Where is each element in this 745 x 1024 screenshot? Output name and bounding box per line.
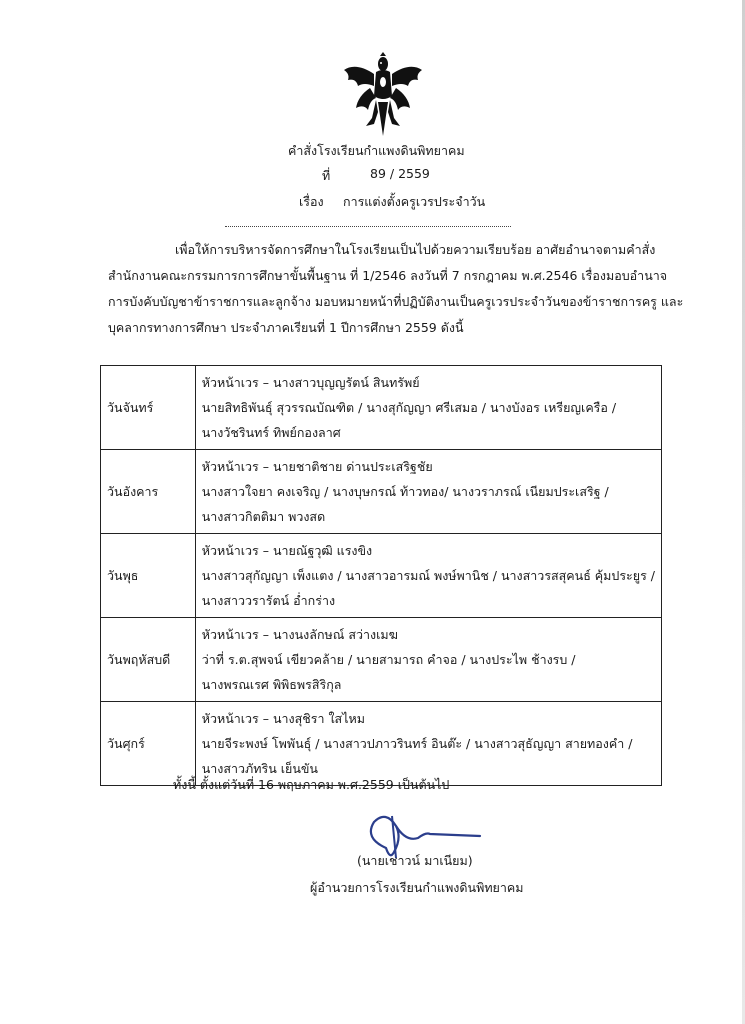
duty-members: นางสาวภัทริน เย็นขัน (201, 761, 318, 776)
duty-names-cell (195, 702, 661, 786)
day-cell: วันอังคาร (101, 450, 196, 534)
duty-head: หัวหน้าเวร – นางสาวบุญญรัตน์ สินทรัพย์ (201, 375, 420, 390)
duty-head: หัวหน้าเวร – นายชาติชาย ด่านประเสริฐชัย (201, 459, 433, 474)
day-cell: วันพุธ (101, 534, 196, 618)
paragraph-line-3: การบังคับบัญชาข้าราชการและลูกจ้าง มอบหมายหน้าที่ปฏิบัติงานเป็นครูเวรประจำวันของข้าราชการครู และ (108, 294, 684, 309)
table-row (101, 450, 662, 534)
order-number-value: 89 / 2559 (370, 166, 430, 181)
duty-members: นางวัชรินทร์ ทิพย์กองลาศ (201, 425, 341, 440)
duty-names-cell (195, 534, 661, 618)
effective-date: ทั้งนี้ ตั้งแต่วันที่ 16 พฤษภาคม พ.ศ.2559 เป็นต้นไป (173, 777, 450, 792)
duty-members: ว่าที่ ร.ต.สุพจน์ เขียวคล้าย / นายสามารถ คำจอ / นางประไพ ช้างรบ / (201, 652, 576, 667)
signer-name: (นายเชาวน์ มาเนียม) (357, 853, 473, 868)
duty-members: นางสาวสุกัญญา เพ็งแตง / นางสาวอารมณ์ พงษ์พานิช / นางสาวรสสุคนธ์ คุ้มประยูร / (201, 568, 655, 583)
subject-label: เรื่อง (299, 194, 324, 209)
day-cell: วันจันทร์ (101, 366, 196, 450)
paragraph-line-2: สำนักงานคณะกรรมการการศึกษาขั้นพื้นฐาน ที่ 1/2546 ลงวันที่ 7 กรกฎาคม พ.ศ.2546 เรื่องมอบอำนาจ (108, 268, 668, 283)
garuda-emblem-icon (336, 52, 430, 138)
duty-names-cell (195, 366, 661, 450)
day-cell: วันพฤหัสบดี (101, 618, 196, 702)
paragraph-line-1: เพื่อให้การบริหารจัดการศึกษาในโรงเรียนเป็นไปด้วยความเรียบร้อย อาศัยอำนาจตามคำสั่ง (175, 242, 656, 257)
table-row (101, 618, 662, 702)
duty-head: หัวหน้าเวร – นายณัฐวุฒิ แรงขิง (201, 543, 373, 558)
day-cell: วันศุกร์ (101, 702, 196, 786)
paragraph-line-4: บุคลากรทางการศึกษา ประจำภาคเรียนที่ 1 ปีการศึกษา 2559 ดังนี้ (108, 320, 464, 335)
duty-names-cell (195, 450, 661, 534)
subject-text: การแต่งตั้งครูเวรประจำวัน (343, 194, 486, 209)
table-row (101, 366, 662, 450)
signer-position: ผู้อำนวยการโรงเรียนกำแพงดินพิทยาคม (310, 880, 524, 895)
duty-members: นางพรณเรศ พิพิธพรสิริกุล (201, 677, 342, 692)
duty-head: หัวหน้าเวร – นางนงลักษณ์ สว่างเมฆ (201, 627, 398, 642)
duty-members: นางสาวกิตติมา พวงสด (201, 509, 326, 524)
duty-head: หัวหน้าเวร – นางสุชิรา ใสไหม (201, 711, 365, 726)
order-number-label: ที่ (322, 168, 331, 183)
table-row (101, 702, 662, 786)
duty-members: นายสิทธิพันธุ์ สุวรรณบัณฑิต / นางสุกัญญา ศรีเสมอ / นางบังอร เหรียญเครือ / (201, 400, 617, 415)
duty-members: นายจีระพงษ์ โพพันธุ์ / นางสาวปภาวรินทร์ อินต๊ะ / นางสาวสุธัญญา สายทองคำ / (201, 736, 633, 751)
duty-schedule-table (100, 365, 662, 786)
table-row (101, 534, 662, 618)
header-divider (225, 226, 511, 227)
order-title: คำสั่งโรงเรียนกำแพงดินพิทยาคม (288, 143, 465, 158)
duty-names-cell (195, 618, 661, 702)
duty-members: นางสาววรารัตน์ อ่ำกร่าง (201, 593, 336, 608)
duty-members: นางสาวใจยา คงเจริญ / นางบุษกรณ์ ท้าวทอง/ นางวราภรณ์ เนียมประเสริฐ / (201, 484, 609, 499)
